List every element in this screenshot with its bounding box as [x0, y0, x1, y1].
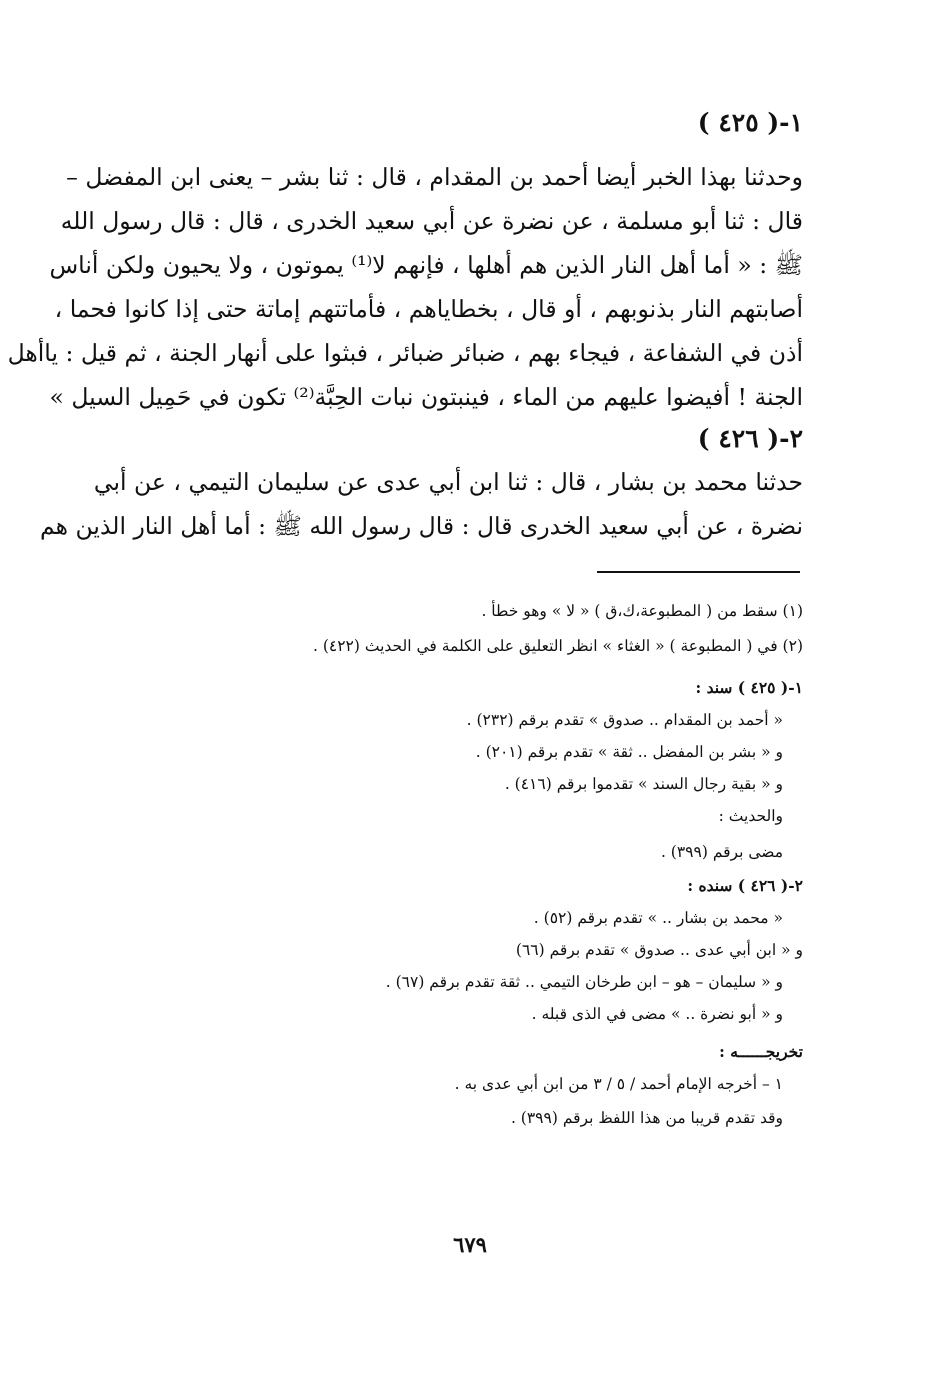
- hadith-425-line-5: أذن في الشفاعة ، فيجاء بهم ، ضبائر ضبائر ، فبثوا على أنهار الجنة ، ثم قيل : ياأهل: [7, 339, 803, 367]
- hadith-426-line-1: حدثنا محمد بن بشار ، قال : ثنا ابن أبي عدى عن سليمان التيمي ، عن أبي: [93, 468, 803, 496]
- sanad-426-item-1: « محمد بن بشار .. » تقدم برقم (٥٢) .: [533, 909, 783, 927]
- hadith-425-line-6: الجنة ! أفيضوا عليهم من الماء ، فينبتون نبات الحِبَّة⁽²⁾ تكون في حَمِيل السيل »: [49, 383, 803, 411]
- sanad-heading-426: ٢-( ٤٢٦ ) سنده :: [687, 876, 803, 895]
- hadith-425-line-2: قال : ثنا أبو مسلمة ، عن نضرة عن أبي سعيد الخدرى ، قال : قال رسول الله: [60, 207, 803, 235]
- hadith-426-line-2: نضرة ، عن أبي سعيد الخدرى قال : قال رسول الله ﷺ : أما أهل النار الذين هم: [40, 512, 803, 540]
- sanad-426-item-2: و « ابن أبي عدى .. صدوق » تقدم برقم (٦٦): [515, 941, 803, 959]
- footnote-separator: [597, 571, 800, 573]
- sanad-426-item-4: و « أبو نضرة .. » مضى في الذى قبله .: [531, 1005, 783, 1023]
- sanad-425-item-1: « أحمد بن المقدام .. صدوق » تقدم برقم (٢٣٢) .: [466, 711, 783, 729]
- footnote-1: (١) سقط من ( المطبوعة،ك،ق ) « لا » وهو خطأ .: [481, 602, 803, 620]
- sanad-425-item-2: و « بشر بن المفضل .. ثقة » تقدم برقم (٢٠١) .: [475, 743, 783, 761]
- footnote-2: (٢) في ( المطبوعة ) « الغثاء » انظر التعليق على الكلمة في الحديث (٤٢٢) .: [312, 637, 803, 655]
- hadith-note-text: مضى برقم (٣٩٩) .: [660, 843, 783, 861]
- takhrij-heading: تخريجــــــه :: [719, 1042, 803, 1061]
- hadith-425-line-4: أصابتهم النار بذنوبهم ، أو قال ، بخطاياهم ، فأماتتهم إماتة حتى إذا كانوا فحما ،: [54, 295, 803, 323]
- hadith-heading-426: ٢-( ٤٢٦ ): [697, 424, 803, 453]
- page-number: ٦٧٩: [453, 1232, 487, 1257]
- hadith-note-label: والحديث :: [718, 807, 783, 825]
- hadith-425-line-3: ﷺ : « أما أهل النار الذين هم أهلها ، فإنهم لا⁽¹⁾ يموتون ، ولا يحيون ولكن أناس: [49, 251, 803, 279]
- hadith-heading-425: ١-( ٤٢٥ ): [697, 108, 803, 137]
- takhrij-item-2: وقد تقدم قريبا من هذا اللفظ برقم (٣٩٩) .: [510, 1109, 783, 1127]
- hadith-425-line-1: وحدثنا بهذا الخبر أيضا أحمد بن المقدام ، قال : ثنا بشر – يعنى ابن المفضل –: [66, 163, 803, 191]
- sanad-heading-425: ١-( ٤٢٥ ) سند :: [695, 678, 803, 697]
- takhrij-item-1: ١ – أخرجه الإمام أحمد / ٥ / ٣ من ابن أبي عدى به .: [454, 1075, 783, 1093]
- sanad-426-item-3: و « سليمان – هو – ابن طرخان التيمي .. ثقة تقدم برقم (٦٧) .: [385, 973, 783, 991]
- sanad-425-item-3: و « بقية رجال السند » تقدموا برقم (٤١٦) .: [504, 775, 783, 793]
